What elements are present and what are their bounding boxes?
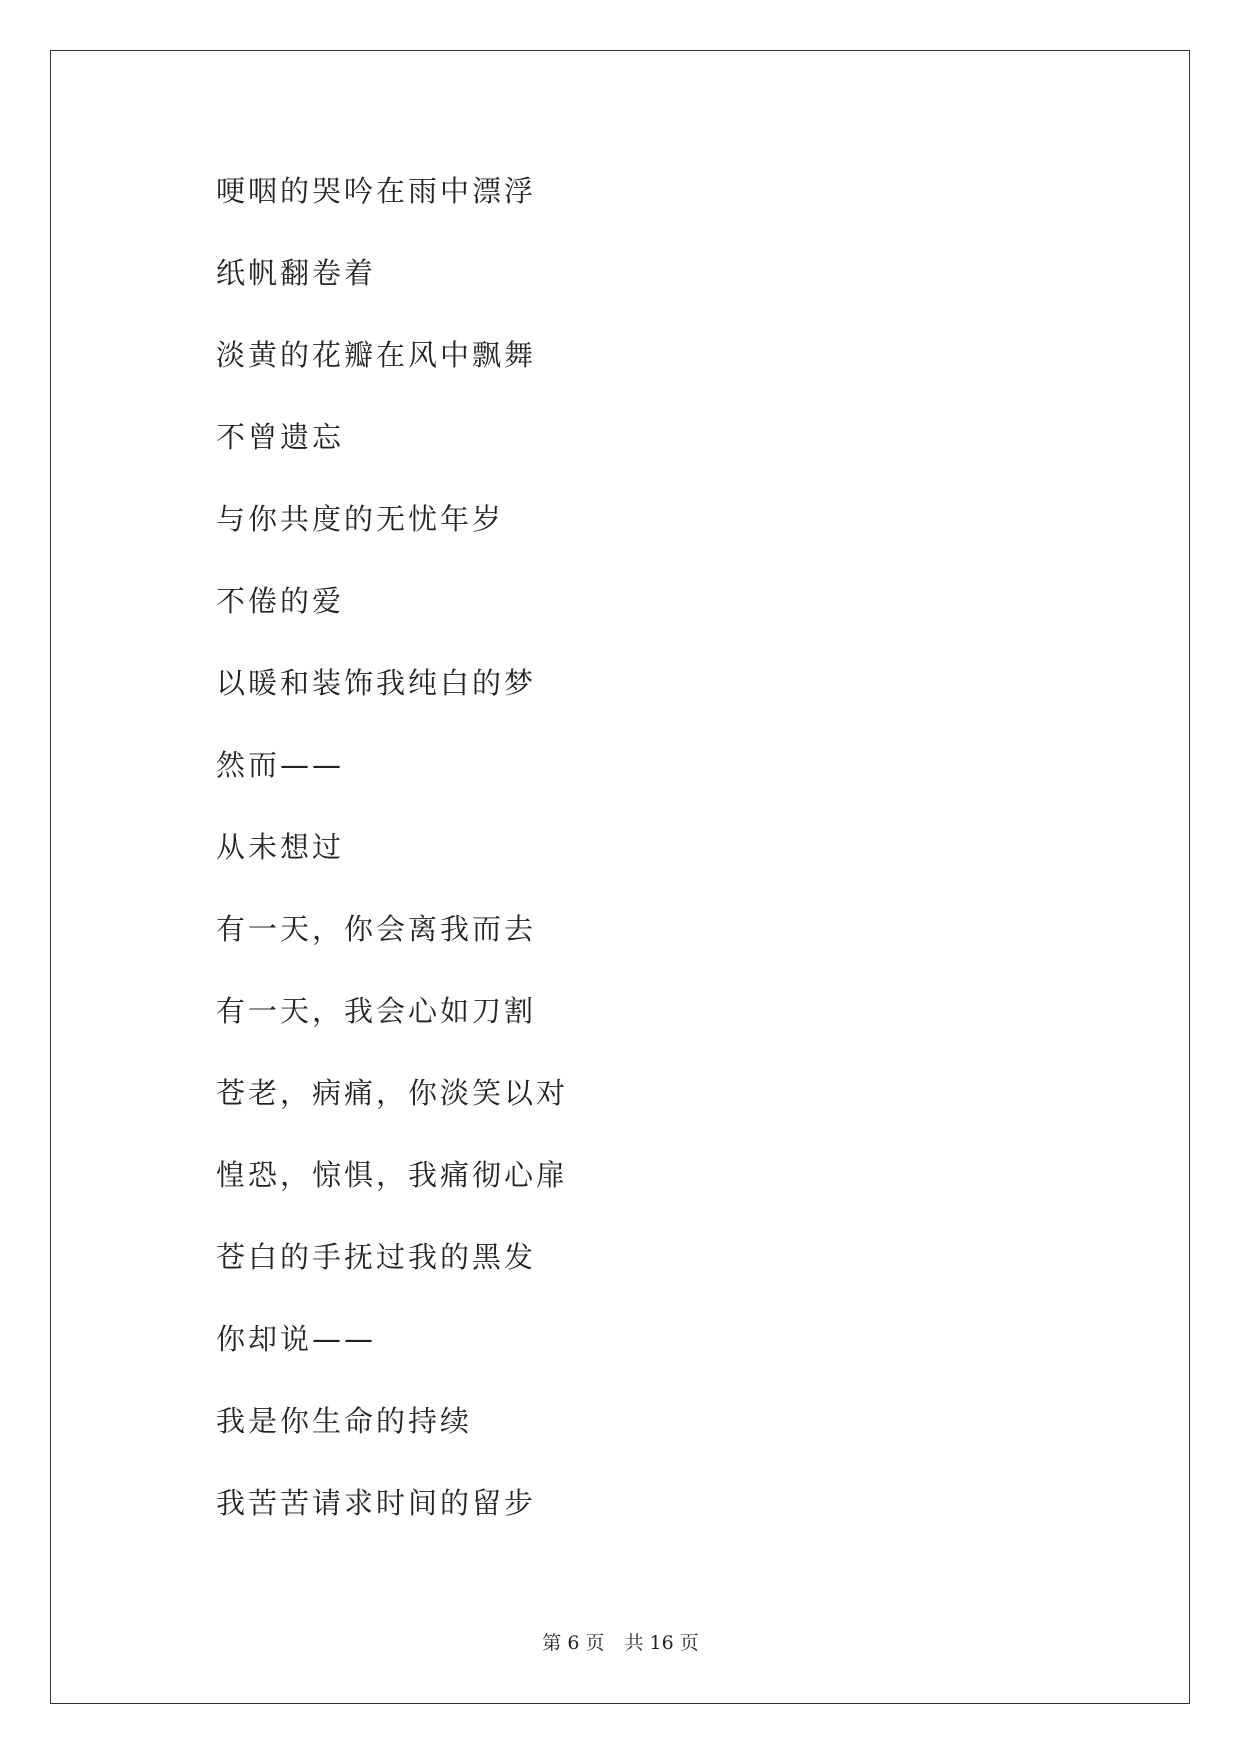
page-number: 第 6 页 [542, 1632, 605, 1654]
poem-line: 淡黄的花瓣在风中飘舞 [216, 338, 537, 372]
poem-line: 以暖和装饰我纯白的梦 [216, 666, 537, 700]
poem-line: 哽咽的哭吟在雨中漂浮 [216, 174, 537, 208]
poem-body [216, 165, 568, 1559]
page-footer [0, 1628, 1241, 1655]
poem-line: 从未想过 [216, 830, 345, 864]
poem-line: 不曾遗忘 [216, 420, 345, 454]
page-total: 共 16 页 [624, 1632, 699, 1654]
poem-line: 苍白的手抚过我的黑发 [216, 1240, 537, 1274]
poem-line: 你却说—— [216, 1322, 377, 1356]
poem-line: 然而—— [216, 748, 345, 782]
poem-line: 不倦的爱 [216, 584, 345, 618]
poem-line: 与你共度的无忧年岁 [216, 502, 505, 536]
poem-line: 纸帆翻卷着 [216, 256, 377, 290]
poem-line: 苍老，病痛，你淡笑以对 [216, 1076, 569, 1110]
poem-line: 我是你生命的持续 [216, 1404, 473, 1438]
poem-line: 有一天，我会心如刀割 [216, 994, 537, 1028]
poem-line: 有一天，你会离我而去 [216, 912, 537, 946]
poem-line: 我苦苦请求时间的留步 [216, 1486, 537, 1520]
poem-line: 惶恐，惊惧，我痛彻心扉 [216, 1158, 569, 1192]
